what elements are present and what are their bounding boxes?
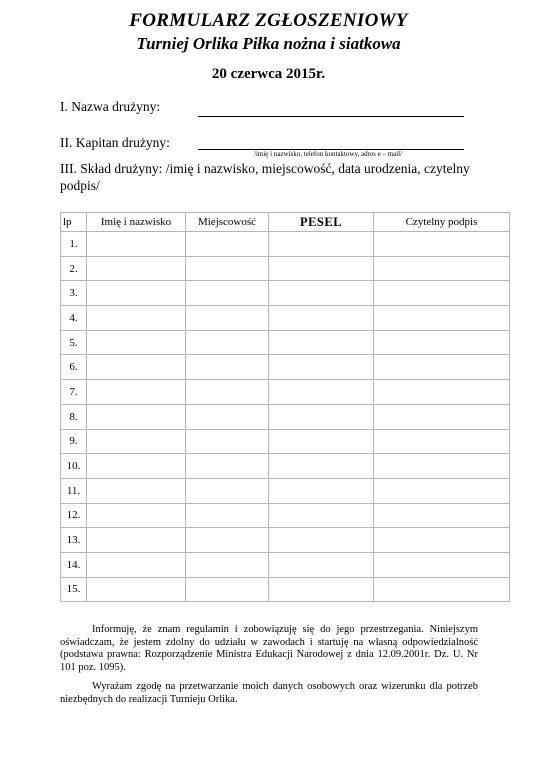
town-cell[interactable] bbox=[186, 281, 269, 306]
table-row bbox=[61, 528, 510, 553]
pesel-cell[interactable] bbox=[269, 454, 374, 479]
signature-cell[interactable] bbox=[374, 330, 510, 355]
pesel-cell[interactable] bbox=[269, 552, 374, 577]
name-cell[interactable] bbox=[87, 256, 186, 281]
signature-cell[interactable] bbox=[374, 454, 510, 479]
name-cell[interactable] bbox=[87, 380, 186, 405]
town-cell[interactable] bbox=[186, 528, 269, 553]
signature-cell[interactable] bbox=[374, 478, 510, 503]
captain-label: II. Kapitan drużyny: bbox=[60, 135, 170, 150]
row-number: 7. bbox=[61, 380, 87, 405]
col-header-pesel: PESEL bbox=[269, 213, 374, 232]
pesel-cell[interactable] bbox=[269, 281, 374, 306]
col-header-signature: Czytelny podpis bbox=[374, 213, 510, 232]
row-number: 14. bbox=[61, 552, 87, 577]
pesel-cell[interactable] bbox=[269, 404, 374, 429]
signature-cell[interactable] bbox=[374, 577, 510, 602]
row-number: 4. bbox=[61, 306, 87, 331]
row-number: 11. bbox=[61, 478, 87, 503]
town-cell[interactable] bbox=[186, 577, 269, 602]
row-number: 15. bbox=[61, 577, 87, 602]
table-row bbox=[61, 330, 510, 355]
name-cell[interactable] bbox=[87, 306, 186, 331]
row-number: 8. bbox=[61, 404, 87, 429]
table-row bbox=[61, 503, 510, 528]
name-cell[interactable] bbox=[87, 478, 186, 503]
signature-cell[interactable] bbox=[374, 232, 510, 257]
name-cell[interactable] bbox=[87, 429, 186, 454]
signature-cell[interactable] bbox=[374, 380, 510, 405]
captain-hint: /imię i nazwisko, telefon kontaktowy, adres e – mail/ bbox=[254, 150, 403, 158]
town-cell[interactable] bbox=[186, 330, 269, 355]
town-cell[interactable] bbox=[186, 429, 269, 454]
row-number: 2. bbox=[61, 256, 87, 281]
row-number: 9. bbox=[61, 429, 87, 454]
name-cell[interactable] bbox=[87, 404, 186, 429]
event-date: 20 czerwca 2015r. bbox=[211, 66, 326, 82]
pesel-cell[interactable] bbox=[269, 478, 374, 503]
row-number: 3. bbox=[61, 281, 87, 306]
table-header-row bbox=[61, 213, 510, 232]
name-cell[interactable] bbox=[87, 232, 186, 257]
town-cell[interactable] bbox=[186, 478, 269, 503]
pesel-cell[interactable] bbox=[269, 232, 374, 257]
consent-statement: Wyrażam zgodę na przetwarzanie moich danych osobowych oraz wizerunku dla potrzeb niezbędnych do realizacji Turnieju Orlika. bbox=[60, 681, 478, 705]
signature-cell[interactable] bbox=[374, 256, 510, 281]
pesel-cell[interactable] bbox=[269, 528, 374, 553]
table-row bbox=[61, 306, 510, 331]
town-cell[interactable] bbox=[186, 306, 269, 331]
signature-cell[interactable] bbox=[374, 355, 510, 380]
signature-cell[interactable] bbox=[374, 503, 510, 528]
table-row bbox=[61, 577, 510, 602]
pesel-cell[interactable] bbox=[269, 380, 374, 405]
town-cell[interactable] bbox=[186, 454, 269, 479]
table-row bbox=[61, 256, 510, 281]
pesel-cell[interactable] bbox=[269, 330, 374, 355]
form-subtitle: Turniej Orlika Piłka nożna i siatkowa bbox=[136, 34, 401, 53]
town-cell[interactable] bbox=[186, 355, 269, 380]
table-row bbox=[61, 380, 510, 405]
col-header-lp: lp bbox=[61, 213, 87, 232]
pesel-cell[interactable] bbox=[269, 355, 374, 380]
row-number: 12. bbox=[61, 503, 87, 528]
table-row bbox=[61, 232, 510, 257]
col-header-name: Imię i nazwisko bbox=[87, 213, 186, 232]
town-cell[interactable] bbox=[186, 404, 269, 429]
row-number: 13. bbox=[61, 528, 87, 553]
name-cell[interactable] bbox=[87, 454, 186, 479]
name-cell[interactable] bbox=[87, 281, 186, 306]
pesel-cell[interactable] bbox=[269, 577, 374, 602]
row-number: 10. bbox=[61, 454, 87, 479]
pesel-cell[interactable] bbox=[269, 429, 374, 454]
row-number: 1. bbox=[61, 232, 87, 257]
name-cell[interactable] bbox=[87, 355, 186, 380]
col-header-town: Miejscowość bbox=[186, 213, 269, 232]
signature-cell[interactable] bbox=[374, 552, 510, 577]
town-cell[interactable] bbox=[186, 256, 269, 281]
name-cell[interactable] bbox=[87, 330, 186, 355]
name-cell[interactable] bbox=[87, 552, 186, 577]
table-row bbox=[61, 281, 510, 306]
name-cell[interactable] bbox=[87, 577, 186, 602]
team-name-line[interactable] bbox=[198, 100, 464, 117]
table-row bbox=[61, 478, 510, 503]
form-title: FORMULARZ ZGŁOSZENIOWY bbox=[129, 10, 408, 31]
name-cell[interactable] bbox=[87, 503, 186, 528]
signature-cell[interactable] bbox=[374, 528, 510, 553]
team-name-label: I. Nazwa drużyny: bbox=[60, 99, 161, 114]
row-number: 6. bbox=[61, 355, 87, 380]
town-cell[interactable] bbox=[186, 552, 269, 577]
squad-table bbox=[60, 212, 510, 602]
table-row bbox=[61, 355, 510, 380]
squad-label: III. Skład drużyny: /imię i nazwisko, miejscowość, data urodzenia, czytelny podpis/ bbox=[60, 161, 470, 193]
table-row bbox=[61, 404, 510, 429]
table-row bbox=[61, 552, 510, 577]
town-cell[interactable] bbox=[186, 503, 269, 528]
table-row bbox=[61, 429, 510, 454]
signature-cell[interactable] bbox=[374, 281, 510, 306]
signature-cell[interactable] bbox=[374, 404, 510, 429]
pesel-cell[interactable] bbox=[269, 306, 374, 331]
town-cell[interactable] bbox=[186, 232, 269, 257]
town-cell[interactable] bbox=[186, 380, 269, 405]
signature-cell[interactable] bbox=[374, 429, 510, 454]
regulations-statement: Informuję, że znam regulamin i zobowiązuję się do jego przestrzegania. Niniejszym oświadczam, że jestem zdolny do udziału w zawodach i startuję na własną odpowiedzialność (podstawa prawna: Rozporządzenie Ministra Edukacji Narodowej z dnia 12.09.2001r. Dz. U. Nr 101 poz. 1095). bbox=[60, 624, 478, 673]
signature-cell[interactable] bbox=[374, 306, 510, 331]
pesel-cell[interactable] bbox=[269, 503, 374, 528]
pesel-cell[interactable] bbox=[269, 256, 374, 281]
table-row bbox=[61, 454, 510, 479]
captain-line[interactable] bbox=[198, 134, 464, 150]
name-cell[interactable] bbox=[87, 528, 186, 553]
row-number: 5. bbox=[61, 330, 87, 355]
